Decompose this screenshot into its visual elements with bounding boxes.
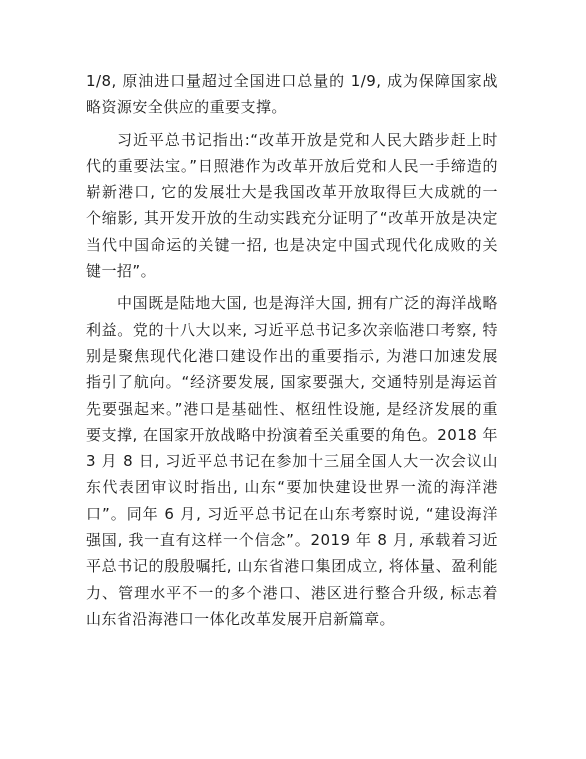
paragraph-reform-opening: 习近平总书记指出:“改革开放是党和人民大踏步赶上时代的重要法宝。”日照港作为改革开放后党和人民一手缔造的崭新港口, 它的发展壮大是我国改革开放取得巨大成就的一个缩影, 其开发开放的生动实践充分证明了“改革开放是决定当代中国命运的关键一招, 也是决定中国式现代化成败的关键一招”。 bbox=[86, 130, 498, 281]
paragraph-maritime-power: 中国既是陆地大国, 也是海洋大国, 拥有广泛的海洋战略利益。党的十八大以来, 习近平总书记多次亲临港口考察, 特别是聚焦现代化港口建设作出的重要指示, 为港口加速发展指引了航向。“经济要发展, 国家要强大, 交通特别是海运首先要强起来。”港口是基础性、枢纽性设施, 是经济发展的重要支撑, 在国家开放战略中扮演着至关重要的角色。2018 年 3 月 8 日, 习近平总书记在参加十三届全国人大一次会议山东代表团审议时指出, 山东“要加快建设世界一流的海洋港口”。同年 6 月, 习近平总书记在山东考察时说, “建设海洋强国, 我一直有这样一个信念”。2019 年 8 月, 承载着习近平总书记的殷殷嘱托, 山东省港口集团成立, 将体量、盈利能力、管理水平不一的多个港口、港区进行整合升级, 标志着山东省沿海港口一体化改革发展开启新篇章。 bbox=[86, 294, 498, 628]
document-body bbox=[86, 68, 498, 638]
paragraph-continued: 1/8, 原油进口量超过全国进口总量的 1/9, 成为保障国家战略资源安全供应的重要支撑。 bbox=[86, 72, 498, 117]
